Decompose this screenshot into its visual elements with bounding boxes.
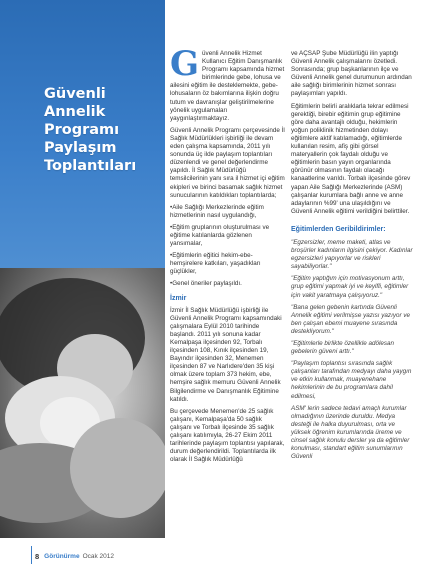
bullet-item: •Genel öneriler paylaşıldı.: [170, 280, 242, 288]
title-line-3: Programı: [44, 122, 120, 138]
intro-paragraph: [170, 44, 285, 123]
paragraph: İzmir İl Sağlık Müdürlüğü işbirliği ile Güvenli Annelik Programı kapsamındaki çalışmalara Eylül 2010 tarihinde başlandı. 2011 yılı sonuna kadar Kemalpaşa ilçesinden 92, Torbalı ilçesinden 108, Kınık ilçesinden 19, Bayındır ilçesinden 32, Menemen ilçesinden 87 ve Narlıdere'den 35 kişi olmak üzere toplam 373 hekim, ebe, hemşire sağlık memuru Güvenli Annelik Bilgilendirme ve Danışmanlık Eğitimine katıldı.: [170, 306, 282, 403]
feedback-quote: "Paylaşım toplantısı sırasında sağlık çalışanları tarafından medyayı daha yaygın ve etkin kullanmak, muayenehane hekimlerinin de bu programlara dahil edilmesi,: [291, 360, 412, 400]
feedback-quote: "Egzersizler, meme maketi, atlas ve broşürler kadınların ilgisini çekiyor. Kadınlar egzersizleri yapıyorlar ve riskleri sayabiliyorlar.": [291, 238, 413, 271]
paragraph: ve AÇSAP Şube Müdürlüğü ilin yaptığı Güvenli Annelik çalışmalarını özetledi. Sonrasında; grup başkanlarının ilçe ve Güvenli Annelik genel durumunun ardından aile sağlığı birimlerinin hizmet sonrası paylaşımları yapıldı.: [291, 50, 412, 98]
feedback-quote: ASM' lerin sadece tedavi amaçlı kurumlar olmadığının üzerinde duruldu. Medya desteği ile halka duyurulması, orta ve yüksek öğrenim kurumlarında üreme ve cinsel sağlık konulu dersler ya da eğitimler konulması, standart eğitim sunumlarının Güvenli: [291, 404, 410, 461]
feedback-quote: "Eğitim yaptığım için motivasyonum arttı, grup eğitimi yapmak iyi ve keyifli, eğitimler için vakit yaratmaya çalışıyoruz.": [291, 275, 409, 299]
article-column-1: [170, 44, 285, 468]
title-line-5: Toplantıları: [44, 158, 137, 174]
mother-and-baby-photo: [0, 268, 165, 538]
title-line-4: Paylaşım: [44, 140, 117, 156]
bullet-item: •Eğitimlerin eğitici hekim-ebe-hemşirelere katkıları, yaşadıkları güçlükler,: [170, 252, 261, 276]
dropcap: G: [170, 44, 200, 84]
intro-text: üvenli Annelik Hizmet Kullanıcı Eğitim Danışmanlık Programı kapsamında hizmet birimlerinde gebe, lohusa ve ailesini eğitim ile desteklemekte, gebe-lohusaların öz bakımlarına ilişkin doğru tutum ve davranışlar geliştirilmelerine yönelik uygulamaları yaygınlaştırmaktayız.: [170, 50, 285, 122]
photo-illustration: [0, 268, 165, 538]
issue-date: Ocak 2012: [82, 553, 115, 560]
title-panel: [0, 0, 165, 268]
magazine-name: Görünürme: [44, 553, 80, 560]
paragraph: Eğitimlerin belirli aralıklarla tekrar edilmesi gerektiği, birebir eğitimin grup eğitimine göre daha avantajlı olduğu, hekimlerin yoğun poliklinik hizmetinden dolayı eğitimlere aktif katılamadığı, eğitimlerde kullanılan resim, afiş gibi görsel materyallerin çok faydalı olduğu ve eğitimlerin basın yayın organlarında görünür olmasının faydalı olacağı kanaatlerine varıldı. Torbalı ilçesinde görev yapan Aile Sağlığı Merkezlerinde (ASM) çalışanlar kurumlara bağlı anne ve anne adaylarının %99' una ulaşıldığını ve Güvenli Annelik eğitimi verildiğini belirttiler.: [291, 102, 411, 215]
paragraph: Bu çerçevede Menemen'de 25 sağlık çalışanı, Kemalpaşa'da 50 sağlık çalışanı ve Torbalı ilçesinde 35 sağlık çalışanı katılımıyla, 26-27 Ekim 2011 tarihlerinde paylaşım toplantısı yapılarak, durum değerlendirildi. Toplantılarda ilk olarak İl Sağlık Müdürlüğü: [170, 407, 285, 464]
page-footer: [35, 552, 114, 561]
article-column-2: [291, 50, 413, 465]
feedback-quote: "Eğitimlerle birlikte özellikle adölesan gebelerin güveni arttı.": [291, 340, 395, 356]
paragraph: Güvenli Annelik Programı çerçevesinde İl Sağlık Müdürlükleri işbirliği ile devam eden çalışma kapsamında, 2011 yılı sonunda üç ilde paylaşım toplantıları düzenlendi ve genel değerlendirme yapıldı. İl Sağlık Müdürlüğü temsilcilerinin yanı sıra il hizmet içi eğitim ekipleri ve birinci basamak sağlık hizmet sunucularının katıldıkları toplantılarda;: [170, 126, 285, 199]
title-line-1: Güvenli: [44, 86, 106, 102]
bullet-item: •Aile Sağlığı Merkezlerinde eğitim hizmetlerinin nasıl uygulandığı,: [170, 203, 264, 219]
feedback-quote: "Bana gelen gebenin kartında Güvenli Annelik eğitimi verilmişse yazısı yazıyor ve ben çalışan ebemi muayene sırasında destekliyorum.": [291, 303, 410, 335]
page-number: 8: [35, 552, 40, 561]
footer-accent-bar: [31, 546, 32, 564]
page-title: [44, 85, 162, 175]
bullet-item: •Eğitim gruplarının oluşturulması ve eğitime katılanlarda gözlenen yansımalar,: [170, 223, 270, 248]
title-line-2: Annelik: [44, 104, 106, 120]
subheading-izmir: İzmir: [170, 294, 187, 302]
subheading-feedback: Eğitimlerden Geribildirimler:: [291, 225, 386, 233]
